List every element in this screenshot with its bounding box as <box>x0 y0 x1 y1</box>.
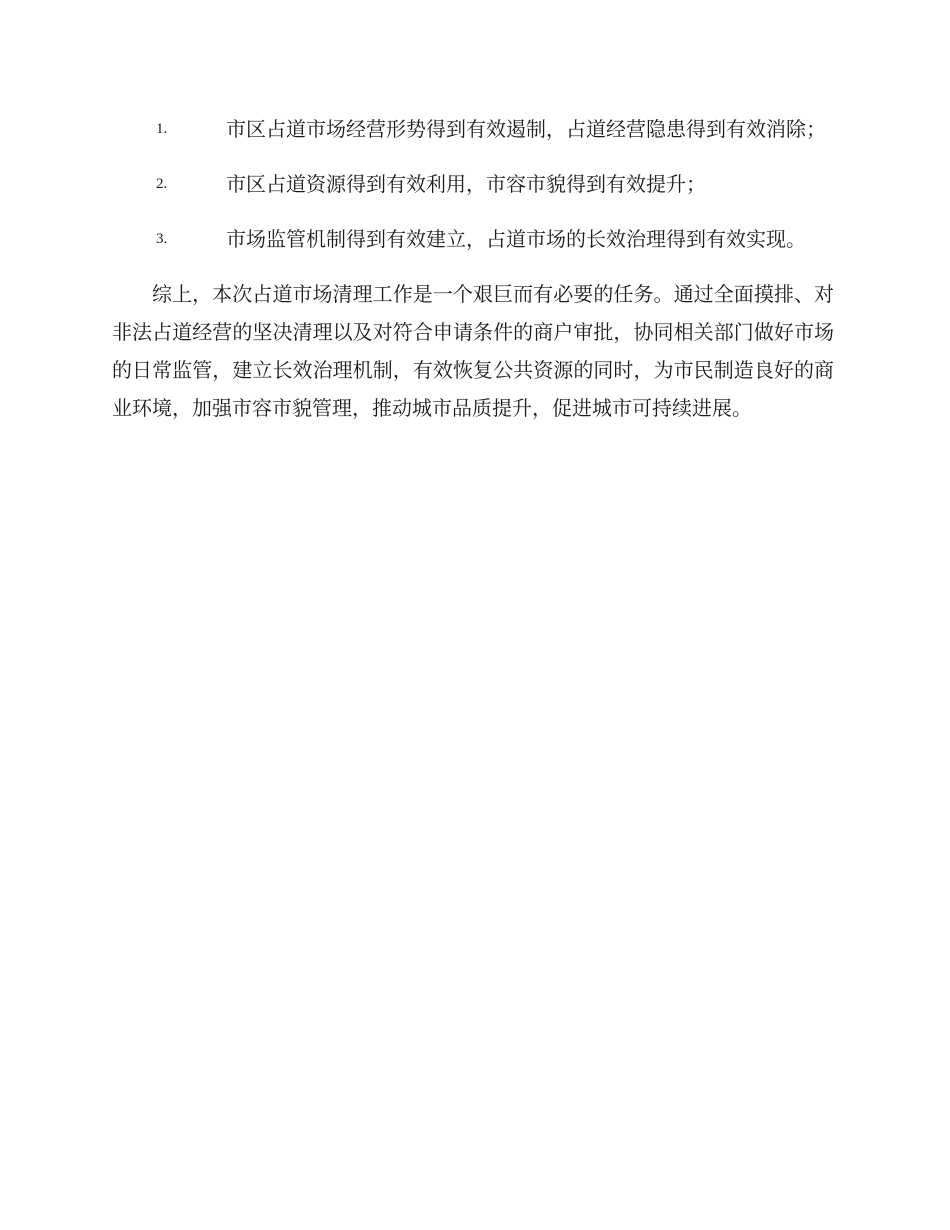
list-item <box>112 220 834 258</box>
list-item-number: 3. <box>156 231 168 247</box>
list-item-text: 市区占道市场经营形势得到有效遏制，占道经营隐患得到有效消除； <box>226 117 826 141</box>
summary-paragraph: 综上，本次占道市场清理工作是一个艰巨而有必要的任务。通过全面摸排、对非法占道经营的坚决清理以及对符合申请条件的商户审批，协同相关部门做好市场的日常监管，建立长效治理机制，有效恢复公共资源的同时，为市民制造良好的商业环境，加强市容市貌管理，推动城市品质提升，促进城市可持续进展。 <box>112 282 834 420</box>
list-item-text: 市区占道资源得到有效利用，市容市貌得到有效提升； <box>226 172 706 196</box>
document-body <box>112 110 834 427</box>
list-item <box>112 110 834 148</box>
list-item-text: 市场监管机制得到有效建立，占道市场的长效治理得到有效实现。 <box>226 227 806 251</box>
list-item-number: 2. <box>156 176 168 192</box>
list-item-number: 1. <box>156 121 168 137</box>
list-item <box>112 165 834 203</box>
